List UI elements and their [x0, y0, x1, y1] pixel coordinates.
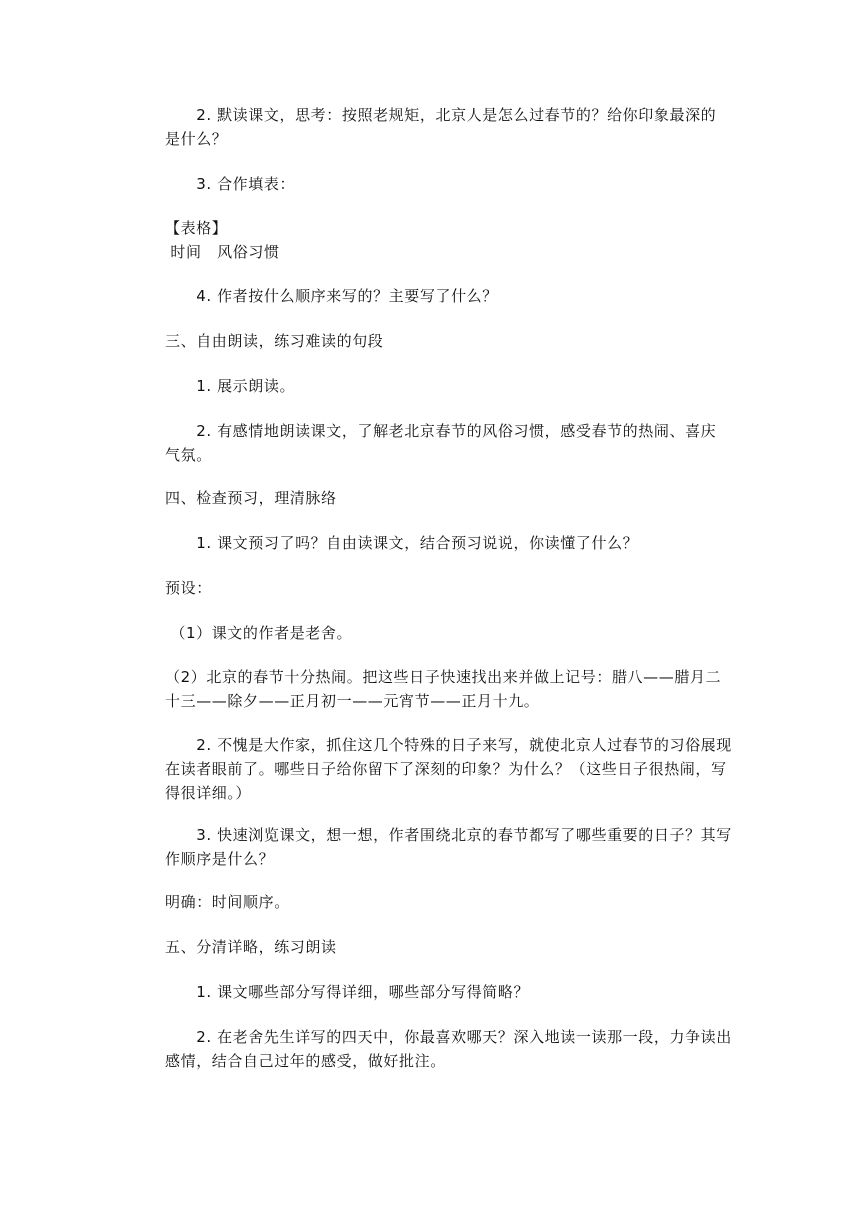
paragraph-preset: 预设：	[165, 579, 212, 597]
paragraph-reading-1: 1. 展示朗读。	[165, 377, 296, 395]
section-heading-3: 三、自由朗读，练习难读的句段	[165, 332, 384, 350]
paragraph-preset-2: （2）北京的春节十分热闹。把这些日子快速找出来并做上记号：腊八——腊月二十三——除夕——正月初一——元宵节——正月十九。	[165, 668, 722, 710]
paragraph-reading-2: 2. 有感情地朗读课文，了解老北京春节的风俗习惯，感受春节的热闹、喜庆气氛。	[165, 422, 717, 464]
section-heading-5: 五、分清详略，练习朗读	[165, 938, 337, 956]
paragraph-preset-1: （1）课文的作者是老舍。	[165, 624, 353, 642]
paragraph-preview-2: 2. 不愧是大作家，抓住这几个特殊的日子来写，就使北京人过春节的习俗展现在读者眼前了。哪些日子给你留下了深刻的印象？为什么？（这些日子很热闹，写得很详细。）	[165, 736, 732, 802]
section-heading-4: 四、检查预习，理清脉络	[165, 489, 337, 507]
paragraph-detail-2: 2. 在老舍先生详写的四天中，你最喜欢哪天？深入地读一读那一段，力争读出感情，结合自己过年的感受，做好批注。	[165, 1028, 732, 1070]
paragraph-clarify: 明确：时间顺序。	[165, 893, 290, 911]
paragraph-question-3: 3. 合作填表：	[165, 175, 296, 193]
table-header: 时间 风俗习惯	[165, 243, 280, 261]
paragraph-question-4: 4. 作者按什么顺序来写的？主要写了什么？	[165, 287, 498, 305]
paragraph-detail-1: 1. 课文哪些部分写得详细，哪些部分写得简略？	[165, 983, 530, 1001]
paragraph-preview-3: 3. 快速浏览课文，想一想，作者围绕北京的春节都写了哪些重要的日子？其写作顺序是什么？	[165, 826, 732, 868]
paragraph-question-2: 2. 默读课文，思考：按照老规矩，北京人是怎么过春节的？给你印象最深的是什么？	[165, 106, 717, 148]
table-marker: 【表格】	[165, 219, 228, 237]
paragraph-preview-1: 1. 课文预习了吗？自由读课文，结合预习说说，你读懂了什么？	[165, 534, 639, 552]
